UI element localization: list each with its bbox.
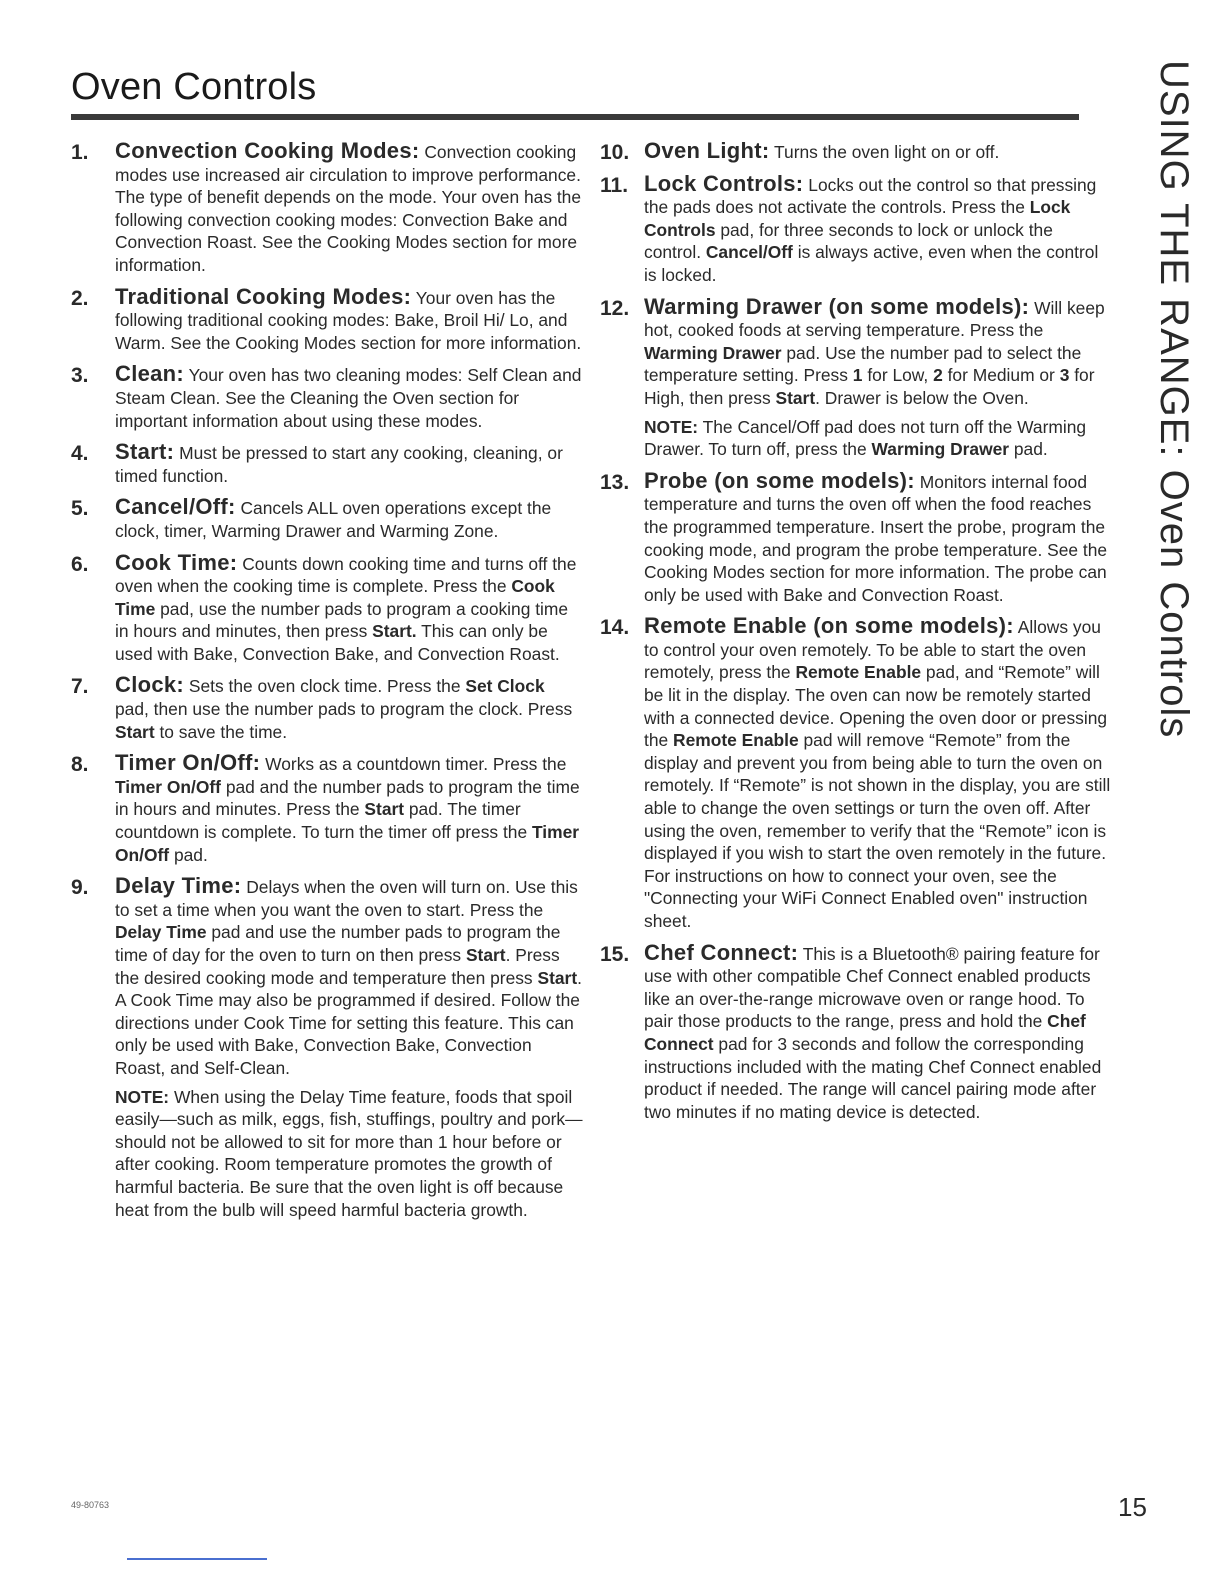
list-item [600,939,1112,1124]
right-column [600,140,1112,1132]
item-bold-text: Chef Connect [644,1011,1086,1054]
item-text: for Medium or [947,365,1055,386]
item-number: 11. [600,173,629,197]
title-rule [71,114,1079,120]
list-item [71,549,583,666]
item-heading: Start: [115,439,175,465]
item-heading: Lock Controls: [644,170,804,196]
item-text: pad and use the number pads to program the time of day for the oven to turn on then press [115,922,561,965]
item-text: Allows you to control your oven remotely. To be able to start the oven remotely, press the [644,617,1101,683]
item-number: 4. [71,442,89,466]
item-bold-text: Warming Drawer [644,342,782,363]
item-text: pad for 3 seconds and follow the corresponding instructions included with the mating Chef Connect enabled product if needed. The range will cancel pairing mode after two minutes if no mating device is detected. [644,1033,1102,1122]
item-number: 14. [600,616,630,640]
item-text: . Press the desired cooking mode and temperature then press [115,945,560,988]
item-bold-text: Start [364,799,405,820]
side-section-tab [1152,60,1196,739]
item-bold-text: 2 [933,365,943,386]
item-text: Sets the oven clock time. Press the [188,676,461,697]
item-bold-text: 3 [1059,365,1070,386]
item-bold-text: Set Clock [465,676,545,697]
list-item [71,283,583,355]
item-heading: Cook Time: [115,549,238,575]
page-title: Oven Controls [71,66,317,108]
item-text: pad, then use the number pads to program the clock. Press [115,699,573,720]
item-number: 7. [71,675,89,699]
item-heading: Delay Time: [115,873,242,899]
item-bold-text: Timer On/Off [115,776,221,797]
item-text: for Low, [867,365,929,386]
item-text: to save the time. [159,721,288,742]
item-heading: Warming Drawer (on some models): [644,293,1030,319]
list-item [71,752,583,866]
item-bold-text: Lock Controls [644,197,1071,240]
list-item [71,140,583,277]
item-text: pad, use the number pads to program a cooking time in hours and minutes, then press [115,598,569,642]
item-heading: Traditional Cooking Modes: [115,283,412,309]
item-heading: Clock: [115,672,185,698]
note-text: pad. [1013,439,1048,460]
item-text: pad. [173,844,208,865]
item-text: Works as a countdown timer. Press the [265,754,567,775]
item-number: 15. [600,942,630,966]
item-number: 3. [71,364,89,388]
item-note [115,1086,583,1222]
item-bold-text: Remote Enable [795,662,922,683]
item-text: . A Cook Time may also be programmed if desired. Follow the directions under Cook Time for setting this feature. This can only be used with Bake, Convection Bake, Convection Roast, and Self-Clean. [115,967,582,1078]
item-text: Monitors internal food temperature and turns the oven off when the food reaches the programmed temperature. Insert the probe, program the cooking mode, and program the probe temperature. See the Cooking Modes section for more information. The probe can only be used with Bake and Convection Roast. [644,471,1108,605]
item-number: 2. [71,286,89,310]
item-text: Will keep hot, cooked foods at serving temperature. Press the [644,297,1105,341]
item-text: Convection cooking modes use increased air circulation to improve performance. The type of benefit depends on the mode. Your oven has the following convection cooking modes: Convection Bake and Convection Roast. See the Cooking Modes section for more information. [115,142,582,275]
note-text: The Cancel/Off pad does not turn off the Warming Drawer. To turn off, press the [644,416,1087,460]
item-text: Cancels ALL oven operations except the clock, timer, Warming Drawer and Warming Zone. [115,498,552,541]
item-heading: Timer On/Off: [115,750,261,776]
item-text: Locks out the control so that pressing the pads does not activate the controls. Press the [644,174,1097,218]
left-column [71,140,583,1230]
item-text: pad, for three seconds to lock or unlock the control. [644,219,1053,263]
item-heading: Chef Connect: [644,939,799,965]
item-heading: Oven Light: [644,138,770,163]
item-bold-text: Start [115,721,155,742]
list-item [71,363,583,432]
item-heading: Clean: [115,361,185,387]
item-text: . Drawer is below the Oven. [815,387,1029,408]
item-bold-text: Start [465,945,506,965]
item-bold-text: 1 [852,365,863,386]
note-label: NOTE: [644,416,699,437]
item-number: 12. [600,296,630,320]
item-text: Turns the oven light on or off. [774,142,1000,162]
item-bold-text: Start [537,967,578,988]
item-text: Must be pressed to start any cooking, cleaning, or timed function. [115,443,563,486]
document-code: 49-80763 [71,1500,110,1510]
item-number: 9. [71,876,89,900]
item-text: for High, then press [644,365,1095,408]
item-note [644,416,1112,461]
item-heading: Convection Cooking Modes: [115,138,420,163]
note-text: When using the Delay Time feature, foods that spoil easily—such as milk, eggs, fish, stuffings, poultry and pork—should not be allowed to sit for more than 1 hour before or after cooking. Room temperature promotes the growth of harmful bacteria. Be sure that the oven light is off because heat from the bulb will speed harmful bacteria growth. [115,1086,583,1220]
list-item [600,467,1112,607]
list-item [71,441,583,487]
item-text: Counts down cooking time and turns off the oven when the cooking time is complete. Press the [115,553,577,597]
item-text: pad. The timer countdown is complete. To turn the timer off press the [115,799,528,843]
item-number: 13. [600,470,630,494]
list-item [71,875,583,1221]
bottom-link-line [127,1558,267,1560]
item-bold-text: Cook Time [115,576,555,619]
list-item [600,293,1112,461]
page-number: 15 [1118,1492,1147,1522]
list-item [71,496,583,542]
item-text: pad. Use the number pad to select the temperature setting. Press [644,342,1082,386]
item-text: pad and the number pads to program the time in hours and minutes. Press the [115,776,580,820]
note-bold-text: Warming Drawer [871,439,1010,460]
item-text: pad will remove “Remote” from the display and prevent you from being able to turn the oven on remotely. If “Remote” is not shown in the display, you are still able to change the oven settings or turn the oven off. After using the oven, remember to verify that the “Remote” icon is displayed if you wish to start the oven remotely in the future. For instructions on how to connect your oven, see the "Connecting your WiFi Connect Enabled oven" instruction sheet. [644,730,1111,931]
item-number: 6. [71,552,89,576]
item-text: This is a Bluetooth® pairing feature for use with other compatible Chef Connect enabled products like an over-the-range microwave oven or range hood. To pair those products to the range, press and hold the [644,943,1100,1032]
item-number: 1. [71,141,89,164]
side-tab-text: USING THE RANGE: Oven Controls [1152,60,1196,739]
item-bold-text: Start. [372,621,417,642]
note-label: NOTE: [115,1086,170,1107]
item-text: Delays when the oven will turn on. Use this to set a time when you want the oven to start. Press the [115,877,578,920]
item-heading: Cancel/Off: [115,494,236,520]
item-text: Your oven has two cleaning modes: Self Clean and Steam Clean. See the Cleaning the Oven section for important information about using these modes. [115,365,582,431]
item-heading: Probe (on some models): [644,467,915,493]
item-text: This can only be used with Bake, Convection Bake, and Convection Roast. [115,621,560,664]
item-number: 8. [71,753,89,777]
item-text: is always active, even when the control is locked. [644,242,1099,285]
item-heading: Remote Enable (on some models): [644,613,1014,639]
list-item [600,140,1112,164]
list-item [600,615,1112,932]
item-bold-text: Start [775,387,816,408]
item-number: 10. [600,141,630,164]
list-item [71,674,583,743]
item-bold-text: Cancel/Off [705,242,793,263]
item-text: Your oven has the following traditional cooking modes: Bake, Broil Hi/ Lo, and Warm. See the Cooking Modes section for more information. [115,287,582,353]
item-bold-text: Delay Time [115,922,207,943]
item-bold-text: Timer On/Off [115,822,580,865]
item-number: 5. [71,497,89,521]
list-item [600,170,1112,287]
item-bold-text: Remote Enable [673,730,799,751]
item-text: pad, and “Remote” will be lit in the display. The oven can now be remotely started with a connected device. Opening the oven door or pressing the [644,662,1108,751]
